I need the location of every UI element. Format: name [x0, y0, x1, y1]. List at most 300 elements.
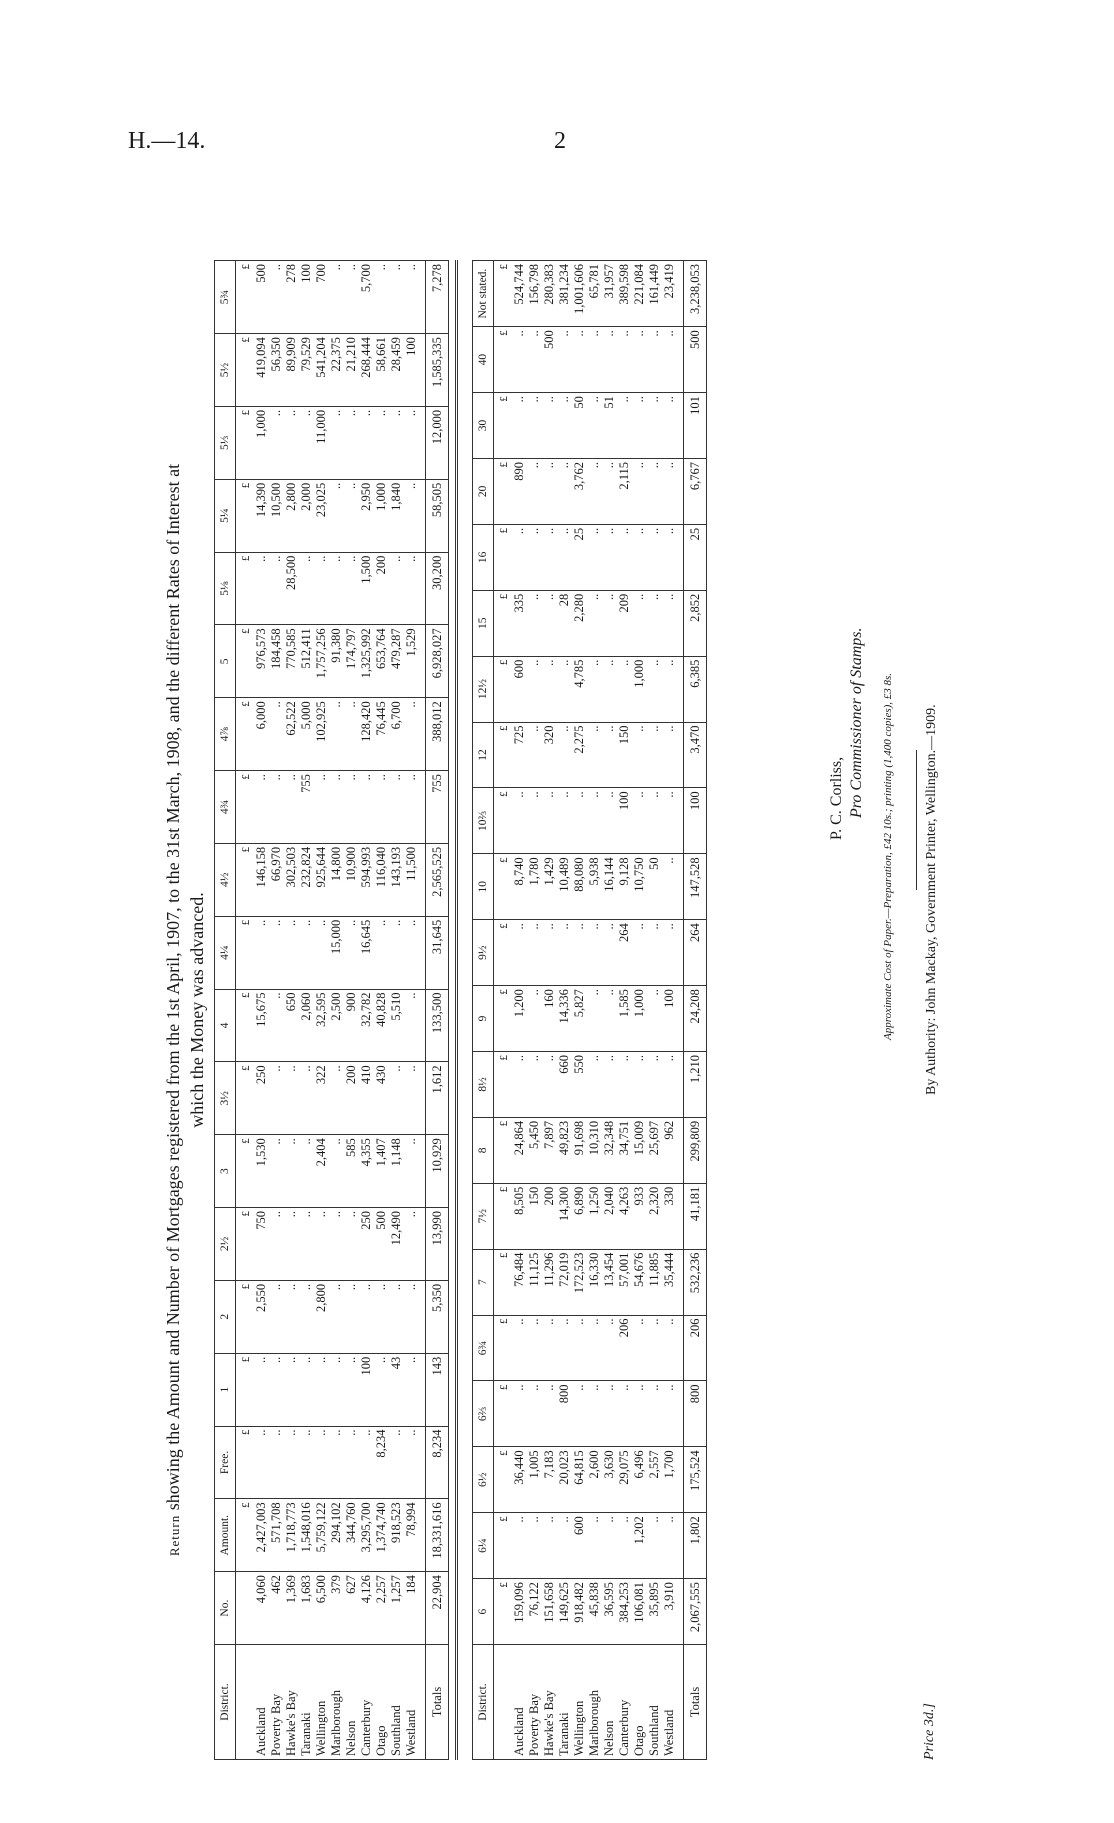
value-cell: 2,950 — [359, 479, 374, 552]
value-cell: .. — [647, 986, 662, 1052]
unit-cell — [236, 1572, 255, 1645]
district-cell: Poverty Bay — [269, 1645, 284, 1760]
value-cell: .. — [404, 989, 426, 1062]
value-cell: 6,496 — [632, 1447, 647, 1513]
value-cell: 4,126 — [359, 1572, 374, 1645]
value-cell: 11,125 — [527, 1249, 542, 1315]
column-header: 20 — [473, 458, 494, 524]
value-cell: 3,762 — [572, 458, 587, 524]
value-cell: .. — [542, 590, 557, 656]
value-cell: 40,828 — [374, 989, 389, 1062]
value-cell: .. — [557, 656, 572, 722]
value-cell: 28,500 — [284, 552, 299, 625]
value-cell: .. — [647, 1315, 662, 1381]
value-cell: .. — [299, 1135, 314, 1208]
value-cell: .. — [404, 261, 426, 334]
value-cell: 4,263 — [617, 1183, 632, 1249]
value-cell: .. — [542, 393, 557, 459]
value-cell: .. — [389, 552, 404, 625]
value-cell: 64,815 — [572, 1447, 587, 1513]
value-cell: 650 — [284, 989, 299, 1062]
value-cell: 50 — [647, 854, 662, 920]
value-cell: 320 — [542, 722, 557, 788]
column-header: 5¼ — [215, 479, 236, 552]
value-cell: .. — [602, 1051, 617, 1117]
value-cell: .. — [344, 916, 359, 989]
value-cell: 57,001 — [617, 1249, 632, 1315]
value-cell: 206 — [617, 1315, 632, 1381]
value-cell: .. — [662, 656, 684, 722]
value-cell: 594,993 — [359, 843, 374, 916]
unit-cell: £ — [494, 1117, 513, 1183]
column-header: 6½ — [473, 1447, 494, 1513]
price-note: Price 3d.] — [922, 1703, 937, 1760]
totals-row — [426, 261, 449, 1760]
value-cell: 34,751 — [617, 1117, 632, 1183]
value-cell: .. — [602, 788, 617, 854]
value-cell: 627 — [344, 1572, 359, 1645]
district-cell: Wellington — [314, 1645, 329, 1760]
value-cell: .. — [527, 986, 542, 1052]
value-cell: 150 — [617, 722, 632, 788]
value-cell: .. — [602, 1513, 617, 1579]
value-cell: .. — [542, 1315, 557, 1381]
unit-cell: £ — [494, 986, 513, 1052]
value-cell: 15,009 — [632, 1117, 647, 1183]
unit-cell: £ — [494, 722, 513, 788]
value-cell: .. — [617, 656, 632, 722]
value-cell: 14,390 — [254, 479, 269, 552]
column-header: District. — [473, 1645, 494, 1760]
value-cell: .. — [269, 698, 284, 771]
value-cell: .. — [299, 1062, 314, 1135]
value-cell: 6,890 — [572, 1183, 587, 1249]
value-cell: .. — [329, 1135, 344, 1208]
value-cell: .. — [587, 920, 602, 986]
value-cell: .. — [602, 722, 617, 788]
value-cell: 3,910 — [662, 1579, 684, 1645]
value-cell: 1,202 — [632, 1513, 647, 1579]
total-cell: 1,585,335 — [426, 334, 449, 407]
mortgage-table-1 — [214, 260, 449, 1760]
value-cell: 151,658 — [542, 1579, 557, 1645]
value-cell: .. — [299, 1208, 314, 1281]
value-cell: .. — [344, 1280, 359, 1353]
value-cell: .. — [602, 986, 617, 1052]
value-cell: 88,080 — [572, 854, 587, 920]
unit-cell: £ — [236, 479, 255, 552]
value-cell: 66,970 — [269, 843, 284, 916]
value-cell: 1,757,256 — [314, 625, 329, 698]
value-cell: .. — [587, 590, 602, 656]
value-cell: 389,598 — [617, 261, 632, 327]
value-cell: 14,800 — [329, 843, 344, 916]
value-cell: 2,600 — [587, 1447, 602, 1513]
column-header: No. — [215, 1572, 236, 1645]
unit-cell: £ — [494, 854, 513, 920]
table-row — [512, 261, 527, 1760]
value-cell: 1,407 — [374, 1135, 389, 1208]
value-cell: .. — [284, 916, 299, 989]
value-cell: 32,595 — [314, 989, 329, 1062]
table-row — [374, 261, 389, 1760]
value-cell: .. — [602, 1381, 617, 1447]
value-cell: .. — [512, 524, 527, 590]
column-header: 12½ — [473, 656, 494, 722]
value-cell: .. — [404, 916, 426, 989]
value-cell: .. — [647, 656, 662, 722]
value-cell: .. — [329, 406, 344, 479]
value-cell: 20,023 — [557, 1447, 572, 1513]
value-cell: 264 — [617, 920, 632, 986]
value-cell: .. — [314, 552, 329, 625]
column-header: 4¾ — [215, 771, 236, 844]
total-cell: 6,767 — [684, 458, 707, 524]
value-cell: 700 — [314, 261, 329, 334]
value-cell: 32,348 — [602, 1117, 617, 1183]
value-cell: .. — [329, 479, 344, 552]
value-cell: .. — [344, 406, 359, 479]
value-cell: 28 — [557, 590, 572, 656]
value-cell: .. — [284, 1135, 299, 1208]
total-cell: 101 — [684, 393, 707, 459]
value-cell: 1,250 — [587, 1183, 602, 1249]
value-cell: .. — [344, 552, 359, 625]
value-cell: .. — [254, 916, 269, 989]
value-cell: 5,759,122 — [314, 1499, 329, 1572]
column-header: 4¼ — [215, 916, 236, 989]
unit-cell: £ — [236, 1426, 255, 1499]
value-cell: 2,500 — [329, 989, 344, 1062]
table-row — [299, 261, 314, 1760]
value-cell: .. — [299, 1280, 314, 1353]
value-cell: .. — [542, 524, 557, 590]
value-cell: .. — [269, 1208, 284, 1281]
value-cell: .. — [587, 656, 602, 722]
district-cell: Hawke's Bay — [284, 1645, 299, 1760]
table-row — [404, 261, 426, 1760]
value-cell: .. — [587, 788, 602, 854]
value-cell: .. — [572, 920, 587, 986]
value-cell: .. — [269, 771, 284, 844]
value-cell: .. — [557, 1315, 572, 1381]
value-cell: 2,800 — [284, 479, 299, 552]
value-cell: 8,505 — [512, 1183, 527, 1249]
value-cell: 1,700 — [662, 1447, 684, 1513]
value-cell: 500 — [542, 327, 557, 393]
total-cell: 1,612 — [426, 1062, 449, 1135]
value-cell: 16,144 — [602, 854, 617, 920]
column-header: 7½ — [473, 1183, 494, 1249]
table-row — [329, 261, 344, 1760]
value-cell: 541,204 — [314, 334, 329, 407]
table-row — [389, 261, 404, 1760]
value-cell: 36,595 — [602, 1579, 617, 1645]
value-cell: .. — [374, 916, 389, 989]
value-cell: .. — [404, 1280, 426, 1353]
value-cell: 10,900 — [344, 843, 359, 916]
table-separator — [455, 260, 472, 1760]
value-cell: .. — [374, 771, 389, 844]
table1-header-row — [215, 261, 236, 1760]
value-cell: 200 — [374, 552, 389, 625]
value-cell: .. — [269, 552, 284, 625]
value-cell: .. — [647, 920, 662, 986]
value-cell: 160 — [542, 986, 557, 1052]
total-cell: 25 — [684, 524, 707, 590]
value-cell: 128,420 — [359, 698, 374, 771]
value-cell: .. — [404, 698, 426, 771]
table-row — [557, 261, 572, 1760]
value-cell: 4,060 — [254, 1572, 269, 1645]
value-cell: .. — [404, 552, 426, 625]
column-header: 9 — [473, 986, 494, 1052]
value-cell: .. — [632, 1315, 647, 1381]
value-cell: .. — [344, 771, 359, 844]
value-cell: 14,300 — [557, 1183, 572, 1249]
column-header: Not stated. — [473, 261, 494, 327]
value-cell: 200 — [344, 1062, 359, 1135]
column-header: 7 — [473, 1249, 494, 1315]
mortgage-table-2 — [472, 260, 707, 1760]
value-cell: .. — [617, 1381, 632, 1447]
value-cell: .. — [527, 920, 542, 986]
value-cell: .. — [557, 920, 572, 986]
value-cell: .. — [617, 1513, 632, 1579]
column-header: 4 — [215, 989, 236, 1062]
value-cell: .. — [602, 656, 617, 722]
value-cell: 5,827 — [572, 986, 587, 1052]
value-cell: .. — [587, 327, 602, 393]
value-cell: .. — [632, 327, 647, 393]
value-cell: 660 — [557, 1051, 572, 1117]
value-cell: .. — [404, 1062, 426, 1135]
value-cell: 22,375 — [329, 334, 344, 407]
district-cell: Taranaki — [557, 1645, 572, 1760]
value-cell: .. — [269, 1353, 284, 1426]
column-header: 2½ — [215, 1208, 236, 1281]
unit-cell: £ — [236, 1353, 255, 1426]
value-cell: 550 — [572, 1051, 587, 1117]
value-cell: 146,158 — [254, 843, 269, 916]
value-cell: .. — [374, 406, 389, 479]
value-cell: .. — [329, 771, 344, 844]
value-cell: 1,001,606 — [572, 261, 587, 327]
value-cell: 32,782 — [359, 989, 374, 1062]
value-cell: 653,764 — [374, 625, 389, 698]
value-cell: 11,885 — [647, 1249, 662, 1315]
value-cell: 143,193 — [389, 843, 404, 916]
value-cell: 10,500 — [269, 479, 284, 552]
unit-cell: £ — [494, 788, 513, 854]
total-cell: 3,470 — [684, 722, 707, 788]
value-cell: 1,374,740 — [374, 1499, 389, 1572]
value-cell: .. — [602, 327, 617, 393]
value-cell: 962 — [662, 1117, 684, 1183]
table-row — [647, 261, 662, 1760]
total-cell: 30,200 — [426, 552, 449, 625]
value-cell: 5,700 — [359, 261, 374, 334]
unit-cell: £ — [494, 656, 513, 722]
value-cell: .. — [632, 1051, 647, 1117]
value-cell: 1,257 — [389, 1572, 404, 1645]
table-row — [269, 261, 284, 1760]
page-number: 2 — [554, 128, 566, 154]
value-cell: .. — [557, 722, 572, 788]
value-cell: 25 — [572, 524, 587, 590]
total-cell: 206 — [684, 1315, 707, 1381]
value-cell: 100 — [662, 986, 684, 1052]
value-cell: .. — [389, 1426, 404, 1499]
unit-cell: £ — [236, 1062, 255, 1135]
value-cell: .. — [647, 1051, 662, 1117]
value-cell: 10,489 — [557, 854, 572, 920]
value-cell: 28,459 — [389, 334, 404, 407]
value-cell: .. — [404, 479, 426, 552]
value-cell: 29,075 — [617, 1447, 632, 1513]
value-cell: .. — [527, 788, 542, 854]
value-cell: .. — [557, 1513, 572, 1579]
value-cell: .. — [662, 1051, 684, 1117]
district-cell: Auckland — [512, 1645, 527, 1760]
total-cell: 264 — [684, 920, 707, 986]
unit-cell: £ — [236, 1499, 255, 1572]
value-cell: 1,325,992 — [359, 625, 374, 698]
value-cell: 100 — [359, 1353, 374, 1426]
total-cell: 6,385 — [684, 656, 707, 722]
value-cell: 381,234 — [557, 261, 572, 327]
total-cell: 3,238,053 — [684, 261, 707, 327]
value-cell: .. — [527, 393, 542, 459]
value-cell: 79,529 — [299, 334, 314, 407]
value-cell: .. — [632, 920, 647, 986]
value-cell: .. — [662, 1381, 684, 1447]
value-cell: .. — [389, 916, 404, 989]
total-cell: 24,208 — [684, 986, 707, 1052]
value-cell: .. — [542, 656, 557, 722]
value-cell: 161,449 — [647, 261, 662, 327]
table-row — [617, 261, 632, 1760]
value-cell: 1,585 — [617, 986, 632, 1052]
unit-cell: £ — [494, 458, 513, 524]
district-cell: Otago — [632, 1645, 647, 1760]
value-cell: 5,938 — [587, 854, 602, 920]
value-cell: 585 — [344, 1135, 359, 1208]
value-cell: .. — [542, 788, 557, 854]
column-header: 5¾ — [215, 261, 236, 334]
value-cell: .. — [314, 1426, 329, 1499]
table-row — [632, 261, 647, 1760]
total-cell: 2,852 — [684, 590, 707, 656]
report-code: H.—14. — [128, 128, 206, 154]
value-cell: 322 — [314, 1062, 329, 1135]
value-cell: 419,094 — [254, 334, 269, 407]
value-cell: .. — [269, 406, 284, 479]
total-cell: 41,181 — [684, 1183, 707, 1249]
total-cell: 10,929 — [426, 1135, 449, 1208]
column-header: 10⅔ — [473, 788, 494, 854]
value-cell: 2,040 — [602, 1183, 617, 1249]
value-cell: 2,550 — [254, 1280, 269, 1353]
value-cell: 1,000 — [254, 406, 269, 479]
value-cell: 184,458 — [269, 625, 284, 698]
column-header: 3 — [215, 1135, 236, 1208]
column-header: 5⅓ — [215, 406, 236, 479]
value-cell: .. — [512, 1513, 527, 1579]
total-cell: 175,524 — [684, 1447, 707, 1513]
unit-cell: £ — [494, 1183, 513, 1249]
value-cell: 11,296 — [542, 1249, 557, 1315]
column-header: 15 — [473, 590, 494, 656]
value-cell: 184 — [404, 1572, 426, 1645]
column-header: 5½ — [215, 334, 236, 407]
value-cell: .. — [284, 771, 299, 844]
value-cell: .. — [647, 393, 662, 459]
value-cell: 6,500 — [314, 1572, 329, 1645]
value-cell: .. — [632, 590, 647, 656]
value-cell: 890 — [512, 458, 527, 524]
signatory-name: P. C. Corliss, — [828, 756, 845, 840]
value-cell: 1,000 — [374, 479, 389, 552]
value-cell: 330 — [662, 1183, 684, 1249]
value-cell: .. — [359, 771, 374, 844]
unit-cell: £ — [494, 1447, 513, 1513]
value-cell: 2,557 — [647, 1447, 662, 1513]
footer-rule — [916, 750, 917, 890]
value-cell: .. — [632, 458, 647, 524]
value-cell: 91,698 — [572, 1117, 587, 1183]
value-cell: 35,895 — [647, 1579, 662, 1645]
value-cell: .. — [662, 722, 684, 788]
district-cell: Canterbury — [617, 1645, 632, 1760]
value-cell: 379 — [329, 1572, 344, 1645]
value-cell: 918,523 — [389, 1499, 404, 1572]
value-cell: 1,200 — [512, 986, 527, 1052]
value-cell: 1,429 — [542, 854, 557, 920]
value-cell: .. — [389, 1280, 404, 1353]
value-cell: 6,700 — [389, 698, 404, 771]
value-cell: .. — [284, 1280, 299, 1353]
value-cell: 571,708 — [269, 1499, 284, 1572]
column-header: Amount. — [215, 1499, 236, 1572]
total-cell: 133,500 — [426, 989, 449, 1062]
total-cell: 6,928,027 — [426, 625, 449, 698]
value-cell: 56,350 — [269, 334, 284, 407]
value-cell: 344,760 — [344, 1499, 359, 1572]
table2-header-row — [473, 261, 494, 1760]
value-cell: .. — [512, 788, 527, 854]
value-cell: 524,744 — [512, 261, 527, 327]
cost-note: Approximate Cost of Paper.—Preparation, £42 10s.; printing (1,400 copies), £3 8s. — [882, 672, 894, 1040]
value-cell: 10,310 — [587, 1117, 602, 1183]
signatory-role: Pro Commissioner of Stamps. — [848, 627, 865, 818]
unit-cell: £ — [236, 334, 255, 407]
value-cell: .. — [632, 1381, 647, 1447]
total-cell: 1,802 — [684, 1513, 707, 1579]
value-cell: .. — [359, 406, 374, 479]
value-cell: 8,234 — [374, 1426, 389, 1499]
value-cell: .. — [512, 1315, 527, 1381]
value-cell: .. — [557, 788, 572, 854]
total-cell: 800 — [684, 1381, 707, 1447]
total-cell: 532,236 — [684, 1249, 707, 1315]
value-cell: .. — [269, 989, 284, 1062]
value-cell: 54,676 — [632, 1249, 647, 1315]
value-cell: .. — [269, 916, 284, 989]
value-cell: .. — [572, 1381, 587, 1447]
value-cell: 250 — [359, 1208, 374, 1281]
value-cell: 89,909 — [284, 334, 299, 407]
